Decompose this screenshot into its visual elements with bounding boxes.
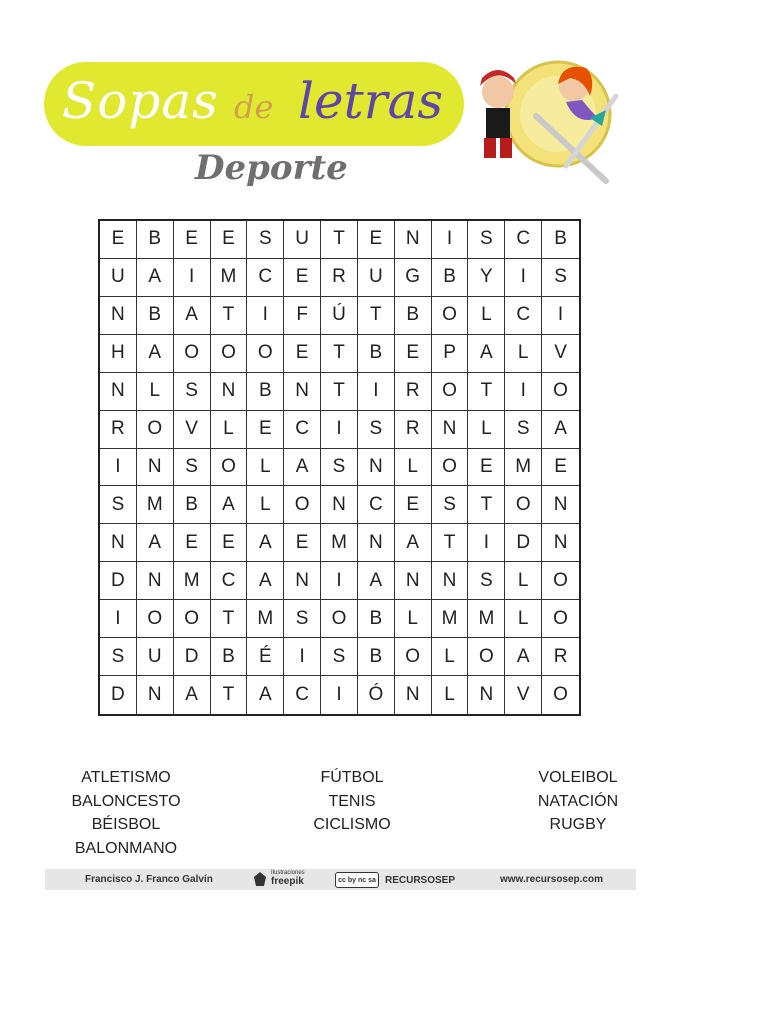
grid-cell: N: [395, 676, 432, 714]
grid-cell: S: [284, 600, 321, 638]
grid-cell: F: [284, 297, 321, 335]
grid-cell: A: [247, 562, 284, 600]
word-list-column-3: [508, 766, 648, 837]
grid-cell: B: [542, 221, 579, 259]
grid-cell: N: [432, 411, 469, 449]
grid-cell: I: [321, 676, 358, 714]
grid-cell: S: [100, 638, 137, 676]
freepik-credit[interactable]: [253, 870, 305, 887]
footer-url-link[interactable]: www.recursosep.com: [500, 874, 603, 885]
grid-cell: É: [247, 638, 284, 676]
grid-cell: E: [468, 449, 505, 487]
grid-cell: L: [468, 411, 505, 449]
title-letras: letras: [298, 72, 444, 130]
grid-cell: N: [395, 221, 432, 259]
grid-cell: I: [174, 259, 211, 297]
grid-cell: O: [432, 297, 469, 335]
grid-cell: E: [174, 221, 211, 259]
word-item: RUGBY: [549, 816, 607, 833]
grid-cell: N: [542, 524, 579, 562]
grid-cell: E: [211, 221, 248, 259]
grid-cell: I: [321, 411, 358, 449]
word-item: ATLETISMO: [81, 769, 171, 786]
grid-cell: R: [395, 411, 432, 449]
grid-cell: D: [505, 524, 542, 562]
page-subtitle: Deporte: [195, 148, 348, 188]
grid-cell: O: [137, 411, 174, 449]
grid-cell: M: [432, 600, 469, 638]
grid-cell: M: [468, 600, 505, 638]
grid-cell: L: [505, 600, 542, 638]
grid-cell: E: [284, 524, 321, 562]
grid-cell: A: [174, 297, 211, 335]
grid-cell: B: [432, 259, 469, 297]
grid-cell: L: [432, 676, 469, 714]
grid-cell: N: [468, 676, 505, 714]
grid-cell: V: [174, 411, 211, 449]
grid-cell: M: [247, 600, 284, 638]
word-item: NATACIÓN: [537, 792, 619, 810]
grid-cell: C: [211, 562, 248, 600]
grid-cell: R: [542, 638, 579, 676]
grid-cell: I: [247, 297, 284, 335]
grid-cell: A: [211, 486, 248, 524]
grid-cell: R: [100, 411, 137, 449]
word-item: TENIS: [328, 792, 376, 810]
grid-cell: T: [211, 600, 248, 638]
grid-cell: I: [505, 259, 542, 297]
grid-cell: M: [321, 524, 358, 562]
grid-cell: L: [247, 486, 284, 524]
grid-cell: E: [395, 335, 432, 373]
grid-cell: T: [321, 373, 358, 411]
grid-cell: N: [137, 449, 174, 487]
title-de: de: [234, 88, 274, 126]
grid-cell: E: [284, 335, 321, 373]
grid-cell: O: [137, 600, 174, 638]
grid-cell: V: [542, 335, 579, 373]
grid-cell: A: [505, 638, 542, 676]
grid-cell: S: [174, 449, 211, 487]
grid-cell: Y: [468, 259, 505, 297]
title-sopas: Sopas: [62, 72, 219, 130]
grid-cell: T: [358, 297, 395, 335]
grid-cell: A: [137, 259, 174, 297]
grid-cell: A: [247, 676, 284, 714]
grid-cell: N: [211, 373, 248, 411]
grid-cell: C: [505, 297, 542, 335]
grid-cell: B: [358, 600, 395, 638]
word-search-grid: [98, 219, 581, 716]
grid-cell: A: [137, 524, 174, 562]
license-credit[interactable]: [335, 872, 455, 888]
grid-cell: H: [100, 335, 137, 373]
grid-cell: O: [321, 600, 358, 638]
grid-cell: O: [174, 335, 211, 373]
grid-cell: N: [358, 524, 395, 562]
grid-cell: E: [358, 221, 395, 259]
grid-cell: B: [247, 373, 284, 411]
grid-cell: B: [358, 638, 395, 676]
grid-cell: C: [247, 259, 284, 297]
word-list-column-2: [282, 766, 422, 837]
word-list-column-1: [56, 766, 196, 860]
grid-cell: E: [247, 411, 284, 449]
freepik-label: freepik: [271, 876, 304, 887]
grid-cell: U: [100, 259, 137, 297]
grid-cell: I: [100, 449, 137, 487]
grid-cell: C: [358, 486, 395, 524]
grid-cell: I: [100, 600, 137, 638]
grid-cell: L: [505, 562, 542, 600]
grid-cell: U: [137, 638, 174, 676]
grid-cell: A: [542, 411, 579, 449]
grid-cell: N: [358, 449, 395, 487]
grid-cell: R: [321, 259, 358, 297]
grid-cell: O: [284, 486, 321, 524]
grid-cell: T: [321, 335, 358, 373]
grid-cell: V: [505, 676, 542, 714]
grid-cell: G: [395, 259, 432, 297]
grid-cell: N: [284, 373, 321, 411]
grid-cell: E: [284, 259, 321, 297]
grid-cell: E: [100, 221, 137, 259]
grid-cell: A: [174, 676, 211, 714]
grid-cell: L: [468, 297, 505, 335]
grid-cell: B: [137, 221, 174, 259]
cc-license-icon: cc by nc sa: [335, 872, 379, 888]
freepik-small-label: Ilustraciones: [271, 870, 305, 876]
grid-cell: A: [395, 524, 432, 562]
word-item: CICLISMO: [313, 816, 391, 833]
grid-cell: N: [100, 524, 137, 562]
grid-cell: N: [100, 373, 137, 411]
grid-cell: Ú: [321, 297, 358, 335]
word-item: BÉISBOL: [91, 816, 161, 833]
grid-cell: I: [284, 638, 321, 676]
grid-cell: O: [174, 600, 211, 638]
grid-cell: S: [247, 221, 284, 259]
grid-cell: O: [211, 335, 248, 373]
grid-cell: N: [395, 562, 432, 600]
grid-cell: O: [247, 335, 284, 373]
grid-cell: L: [395, 600, 432, 638]
grid-cell: S: [174, 373, 211, 411]
grid-cell: T: [432, 524, 469, 562]
grid-cell: A: [247, 524, 284, 562]
grid-cell: M: [137, 486, 174, 524]
grid-cell: I: [321, 562, 358, 600]
grid-cell: U: [358, 259, 395, 297]
grid-cell: L: [432, 638, 469, 676]
grid-cell: L: [211, 411, 248, 449]
grid-cell: L: [247, 449, 284, 487]
grid-cell: L: [395, 449, 432, 487]
grid-cell: O: [468, 638, 505, 676]
grid-cell: O: [542, 600, 579, 638]
grid-cell: N: [321, 486, 358, 524]
grid-cell: A: [137, 335, 174, 373]
grid-cell: I: [432, 221, 469, 259]
grid-cell: T: [321, 221, 358, 259]
grid-cell: D: [100, 676, 137, 714]
footer-author: Francisco J. Franco Galvín: [85, 874, 213, 885]
grid-cell: I: [358, 373, 395, 411]
grid-cell: I: [468, 524, 505, 562]
grid-cell: T: [211, 297, 248, 335]
grid-cell: T: [211, 676, 248, 714]
grid-cell: C: [284, 411, 321, 449]
grid-cell: M: [211, 259, 248, 297]
grid-cell: U: [284, 221, 321, 259]
word-item: BALONMANO: [74, 839, 178, 857]
grid-cell: S: [321, 638, 358, 676]
grid-cell: C: [284, 676, 321, 714]
grid-cell: M: [505, 449, 542, 487]
word-item: VOLEIBOL: [538, 769, 618, 786]
grid-cell: O: [553, 684, 568, 706]
grid-cell: O: [542, 562, 579, 600]
grid-cell: N: [137, 676, 174, 714]
freepik-logo-icon: [253, 871, 267, 887]
grid-cell: S: [542, 259, 579, 297]
grid-cell: O: [211, 449, 248, 487]
grid-cell: D: [100, 562, 137, 600]
recursosep-label: RECURSOSEP: [385, 874, 456, 886]
grid-cell: R: [395, 373, 432, 411]
grid-cell: L: [137, 373, 174, 411]
grid-cell: S: [432, 486, 469, 524]
grid-cell: O: [505, 486, 542, 524]
grid-cell: L: [505, 335, 542, 373]
footer-bar: [45, 869, 636, 890]
grid-cell: O: [542, 373, 579, 411]
grid-cell: S: [468, 221, 505, 259]
grid-cell: B: [211, 638, 248, 676]
grid-cell: I: [542, 297, 579, 335]
grid-cell: S: [321, 449, 358, 487]
grid-cell: I: [505, 373, 542, 411]
grid-cell: N: [432, 562, 469, 600]
grid-cell: Ó: [358, 676, 395, 714]
grid-cell: E: [174, 524, 211, 562]
grid-cell: E: [542, 449, 579, 487]
title-banner: [44, 62, 464, 146]
grid-cell: E: [395, 486, 432, 524]
grid-cell: B: [395, 297, 432, 335]
grid-cell: B: [174, 486, 211, 524]
grid-cell: S: [358, 411, 395, 449]
grid-cell: O: [432, 449, 469, 487]
grid-cell: N: [100, 297, 137, 335]
grid-cell: T: [468, 373, 505, 411]
grid-cell: M: [174, 562, 211, 600]
grid-cell: N: [542, 486, 579, 524]
grid-cell: C: [505, 221, 542, 259]
grid-cell: N: [137, 562, 174, 600]
grid-cell: B: [137, 297, 174, 335]
grid-cell: A: [284, 449, 321, 487]
grid-cell: S: [100, 486, 137, 524]
grid-cell: B: [358, 335, 395, 373]
word-item: BALONCESTO: [71, 792, 181, 810]
grid-cell: O: [432, 373, 469, 411]
pirate-and-mermaid-illustration: [466, 56, 626, 186]
grid-cell: S: [468, 562, 505, 600]
grid-cell: A: [468, 335, 505, 373]
word-item: FÚTBOL: [320, 769, 384, 786]
grid-cell: A: [358, 562, 395, 600]
grid-cell: P: [432, 335, 469, 373]
grid-cell: T: [468, 486, 505, 524]
grid-cell: S: [505, 411, 542, 449]
grid-cell: E: [211, 524, 248, 562]
grid-cell: D: [174, 638, 211, 676]
grid-cell: N: [284, 562, 321, 600]
grid-cell: O: [395, 638, 432, 676]
